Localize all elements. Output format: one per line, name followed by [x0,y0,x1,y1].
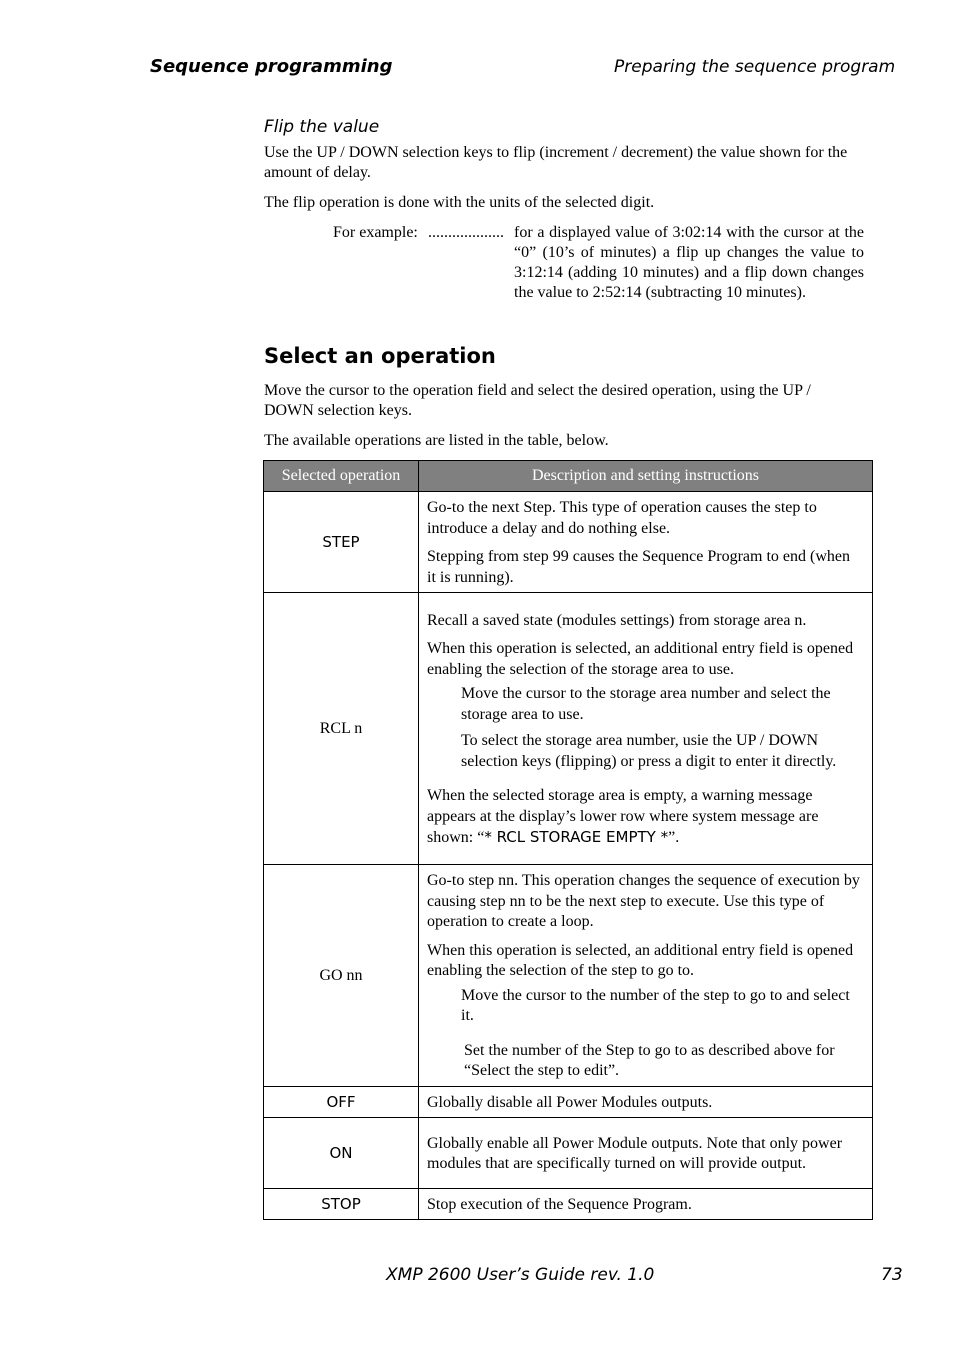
desc-rcl-4: To select the storage area number, usie the UP / DOWN selection keys (flipping) or press a digit to enter it directly. [461,732,837,770]
desc-step [419,492,873,593]
flip-paragraph-2: The flip operation is done with the units of the selected digit. [264,194,655,211]
table-row-on [264,1118,873,1189]
desc-step-1: Go-to the next Step. This type of operation causes the step to introduce a delay and do nothing else. [427,499,817,537]
desc-rcl-3: Move the cursor to the storage area number and select the storage area to use. [461,685,831,723]
op-rcl: RCL n [264,593,419,865]
table-row-go [264,865,873,1087]
desc-stop [419,1189,873,1220]
desc-go-2: When this operation is selected, an additional entry field is opened enabling the selection of the step to go to. [427,941,854,980]
desc-on [419,1118,873,1189]
subsection-title: Preparing the sequence program [614,57,896,77]
op-on: ON [264,1118,419,1189]
desc-go [419,865,873,1087]
desc-go-3: Move the cursor to the number of the step to go to and select it. [461,986,850,1025]
example-leader-dots: ................... [428,224,504,241]
desc-rcl-1: Recall a saved state (modules settings) from storage area n. [427,611,807,629]
select-paragraph-2: The available operations are listed in the table, below. [264,432,609,449]
flip-paragraph-1: Use the UP / DOWN selection keys to flip (increment / decrement) the value shown for the amount of delay. [264,144,848,181]
page-number: 73 [881,1265,903,1285]
desc-go-1: Go-to step nn. This operation changes the sequence of execution by causing step nn to be the next step to execute. Use this type of operation to create a loop. [427,872,860,931]
rcl-empty-message: * RCL STORAGE EMPTY * [484,828,669,846]
select-paragraph-1: Move the cursor to the operation field and select the desired operation, using the UP / DOWN selection keys. [264,382,811,419]
desc-step-2: Stepping from step 99 causes the Sequence Program to end (when it is running). [427,548,851,586]
op-go: GO nn [264,865,419,1087]
desc-rcl-2: When this operation is selected, an additional entry field is opened enabling the selection of the storage area to use. [427,640,854,678]
example-label: For example: [333,224,418,241]
op-stop: STOP [264,1189,419,1220]
flip-heading: Flip the value [264,117,380,137]
desc-rcl-5 [427,786,860,849]
table-row-rcl [264,593,873,865]
example-text: for a displayed value of 3:02:14 with the cursor at the “0” (10’s of minutes) a flip up changes the value to 3:12:14 (adding 10 minutes) and a flip down changes the value to 2:52:14 (subtracting 10 minutes). [514,224,864,301]
select-operation-heading: Select an operation [264,344,496,368]
desc-rcl-5-pre: When the selected storage area is empty, a warning message appears at the display’s lower row where system message are shown: “ [427,787,819,846]
operations-table [263,460,873,1220]
col-header-operation: Selected operation [264,461,419,492]
desc-off [419,1087,873,1118]
op-step: STEP [264,492,419,593]
desc-rcl [419,593,873,865]
col-header-description: Description and setting instructions [419,461,873,492]
desc-off-1: Globally disable all Power Modules outputs. [427,1093,713,1111]
desc-stop-1: Stop execution of the Sequence Program. [427,1195,692,1213]
section-title: Sequence programming [150,56,393,77]
desc-on-1: Globally enable all Power Module outputs. Note that only power modules that are specifically turned on will provide output. [427,1134,843,1172]
desc-rcl-5-post: ”. [668,829,680,846]
table-row-stop [264,1189,873,1220]
desc-go-4: Set the number of the Step to go to as described above for “Select the step to edit”. [464,1041,835,1080]
table-row-step [264,492,873,593]
footer-title: XMP 2600 User’s Guide rev. 1.0 [386,1265,655,1285]
table-row-off [264,1087,873,1118]
table-header-row [264,461,873,492]
op-off: OFF [264,1087,419,1118]
